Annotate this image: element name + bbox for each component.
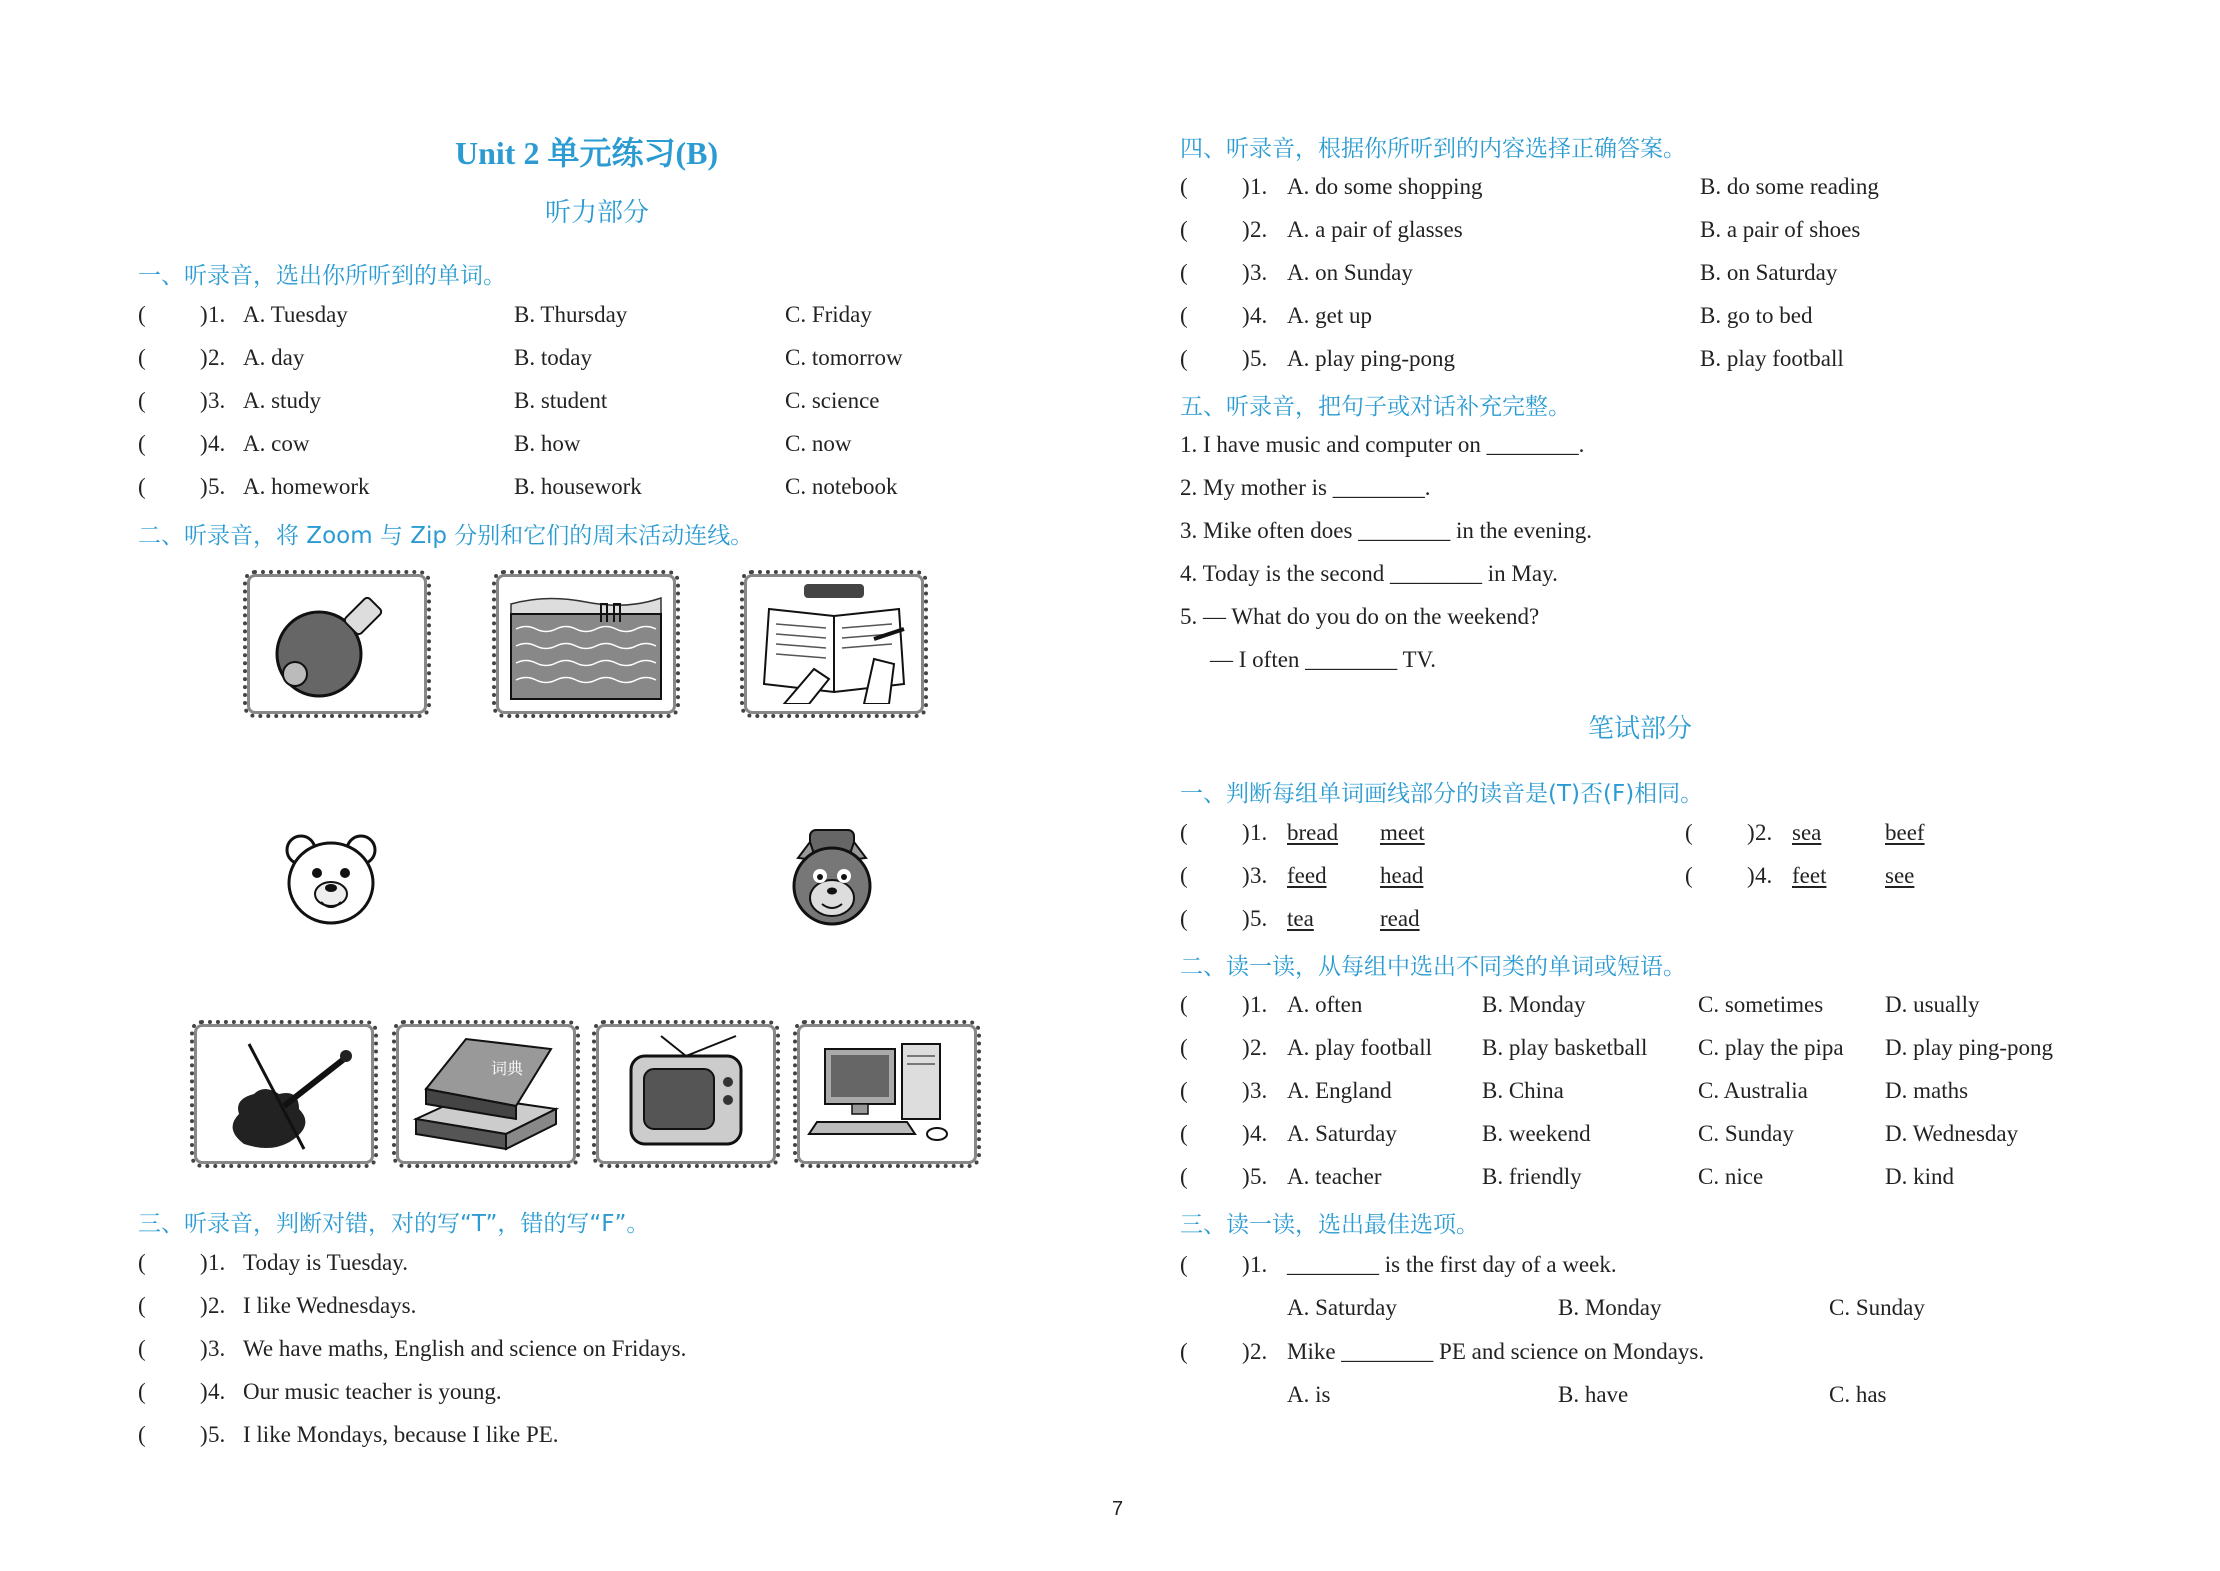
- option-d[interactable]: D. usually: [1885, 992, 1980, 1017]
- answer-blank-close-paren[interactable]: ): [200, 388, 208, 413]
- answer-blank-open-paren[interactable]: (: [1180, 217, 1188, 242]
- option-d[interactable]: D. Wednesday: [1885, 1121, 2019, 1146]
- option-b[interactable]: B. have: [1558, 1382, 1629, 1407]
- question-number: 4.: [1755, 863, 1773, 888]
- answer-blank-close-paren[interactable]: ): [200, 302, 208, 327]
- answer-blank-close-paren[interactable]: ): [200, 1379, 208, 1404]
- answer-blank-close-paren[interactable]: ): [200, 1293, 208, 1318]
- answer-blank-close-paren[interactable]: ): [1242, 906, 1250, 931]
- option-d[interactable]: D. maths: [1885, 1078, 1969, 1103]
- answer-blank-close-paren[interactable]: ): [1242, 1339, 1250, 1364]
- word-1: sea: [1792, 820, 1822, 845]
- word-1: bread: [1287, 820, 1339, 845]
- answer-blank-close-paren[interactable]: ): [1242, 346, 1250, 371]
- option-a[interactable]: A. often: [1287, 992, 1363, 1017]
- option-b[interactable]: B. Monday: [1558, 1295, 1662, 1320]
- word-1: feet: [1792, 863, 1827, 888]
- option-c[interactable]: C. notebook: [785, 474, 898, 499]
- written-1-heading: 一、判断每组单词画线部分的读音是(T)否(F)相同。: [1180, 781, 1704, 807]
- word-2: head: [1380, 863, 1424, 888]
- question-number: 2.: [1250, 217, 1268, 242]
- answer-blank-open-paren[interactable]: (: [138, 431, 146, 456]
- answer-blank-close-paren[interactable]: ): [200, 1422, 208, 1447]
- section-2-heading: 二、听录音，将 Zoom 与 Zip 分别和它们的周末活动连线。: [138, 523, 754, 549]
- answer-blank-open-paren[interactable]: (: [1180, 992, 1188, 1017]
- answer-blank-close-paren[interactable]: ): [1242, 1035, 1250, 1060]
- answer-blank-open-paren[interactable]: (: [1180, 1339, 1188, 1364]
- reading-book-picture[interactable]: [740, 570, 928, 718]
- option-a[interactable]: A. day: [243, 345, 305, 370]
- books-picture[interactable]: [392, 1020, 580, 1168]
- answer-blank-open-paren[interactable]: (: [1180, 1035, 1188, 1060]
- question-number: 5.: [208, 1422, 226, 1447]
- option-c[interactable]: C. tomorrow: [785, 345, 903, 370]
- answer-blank-open-paren[interactable]: (: [138, 1422, 146, 1447]
- fill-in-sentence[interactable]: — I often ________ TV.: [1210, 647, 1436, 672]
- section-1-heading: 一、听录音，选出你所听到的单词。: [138, 263, 506, 289]
- option-b[interactable]: B. go to bed: [1700, 303, 1813, 328]
- computer-picture[interactable]: [793, 1020, 981, 1168]
- question-number: 2.: [1250, 1035, 1268, 1060]
- option-c[interactable]: C. sometimes: [1698, 992, 1824, 1017]
- option-c[interactable]: C. play the pipa: [1698, 1035, 1844, 1060]
- option-a[interactable]: A. Saturday: [1287, 1295, 1397, 1320]
- option-b[interactable]: B. housework: [514, 474, 642, 499]
- option-c[interactable]: C. Friday: [785, 302, 872, 327]
- option-b[interactable]: B. weekend: [1482, 1121, 1591, 1146]
- swimming-pool-picture[interactable]: [492, 570, 680, 718]
- answer-blank-open-paren[interactable]: (: [1180, 906, 1188, 931]
- word-1: feed: [1287, 863, 1327, 888]
- option-a[interactable]: A. play football: [1287, 1035, 1432, 1060]
- question-number: 5.: [1250, 346, 1268, 371]
- option-a[interactable]: A. is: [1287, 1382, 1331, 1407]
- fill-in-sentence[interactable]: 4. Today is the second ________ in May.: [1180, 561, 1558, 586]
- statement-text: Our music teacher is young.: [243, 1379, 502, 1404]
- option-c[interactable]: C. has: [1829, 1382, 1887, 1407]
- question-text: ________ is the first day of a week.: [1287, 1252, 1617, 1277]
- answer-blank-close-paren[interactable]: ): [200, 474, 208, 499]
- word-2: meet: [1380, 820, 1425, 845]
- listening-heading: 听力部分: [545, 198, 650, 227]
- question-number: 5.: [208, 474, 226, 499]
- question-number: 3.: [208, 388, 226, 413]
- option-b[interactable]: B. play football: [1700, 346, 1844, 371]
- fill-in-sentence[interactable]: 2. My mother is ________.: [1180, 475, 1431, 500]
- answer-blank-open-paren[interactable]: (: [1180, 820, 1188, 845]
- answer-blank-open-paren[interactable]: (: [1180, 863, 1188, 888]
- question-number: 4.: [1250, 1121, 1268, 1146]
- option-b[interactable]: B. how: [514, 431, 581, 456]
- answer-blank-open-paren[interactable]: (: [138, 388, 146, 413]
- option-a[interactable]: A. Saturday: [1287, 1121, 1397, 1146]
- option-a[interactable]: A. study: [243, 388, 321, 413]
- answer-blank-close-paren[interactable]: ): [1747, 820, 1755, 845]
- word-2: beef: [1885, 820, 1925, 845]
- answer-blank-close-paren[interactable]: ): [1242, 217, 1250, 242]
- option-b[interactable]: B. friendly: [1482, 1164, 1582, 1189]
- question-number: 4.: [208, 1379, 226, 1404]
- option-b[interactable]: B. Monday: [1482, 992, 1586, 1017]
- option-b[interactable]: B. Thursday: [514, 302, 628, 327]
- written-3-heading: 三、读一读，选出最佳选项。: [1180, 1212, 1479, 1238]
- answer-blank-open-paren[interactable]: (: [138, 1250, 146, 1275]
- word-2: see: [1885, 863, 1915, 888]
- option-a[interactable]: A. on Sunday: [1287, 260, 1413, 285]
- written-heading: 笔试部分: [1588, 714, 1693, 743]
- answer-blank-close-paren[interactable]: ): [200, 431, 208, 456]
- option-b[interactable]: B. on Saturday: [1700, 260, 1838, 285]
- answer-blank-close-paren[interactable]: ): [1242, 174, 1250, 199]
- answer-blank-close-paren[interactable]: ): [1242, 260, 1250, 285]
- answer-blank-open-paren[interactable]: (: [1180, 1078, 1188, 1103]
- option-b[interactable]: B. student: [514, 388, 608, 413]
- question-number: 1.: [1250, 174, 1268, 199]
- fill-in-sentence[interactable]: 1. I have music and computer on ________.: [1180, 432, 1585, 457]
- question-number: 1.: [1250, 820, 1268, 845]
- section-3-heading: 三、听录音，判断对错，对的写“T”，错的写“F”。: [138, 1211, 650, 1237]
- question-number: 5.: [1250, 906, 1268, 931]
- answer-blank-open-paren[interactable]: (: [138, 1293, 146, 1318]
- answer-blank-close-paren[interactable]: ): [1242, 1078, 1250, 1103]
- answer-blank-open-paren[interactable]: (: [1180, 346, 1188, 371]
- question-number: 5.: [1250, 1164, 1268, 1189]
- statement-text: I like Mondays, because I like PE.: [243, 1422, 559, 1447]
- question-number: 3.: [1250, 260, 1268, 285]
- question-number: 2.: [1250, 1339, 1268, 1364]
- question-number: 3.: [1250, 1078, 1268, 1103]
- option-a[interactable]: A. cow: [243, 431, 310, 456]
- answer-blank-open-paren[interactable]: (: [1180, 260, 1188, 285]
- question-number: 1.: [1250, 1252, 1268, 1277]
- answer-blank-open-paren[interactable]: (: [138, 302, 146, 327]
- page-title: Unit 2 单元练习(B): [455, 135, 719, 171]
- option-b[interactable]: B. play basketball: [1482, 1035, 1648, 1060]
- option-c[interactable]: C. nice: [1698, 1164, 1764, 1189]
- written-2-heading: 二、读一读，从每组中选出不同类的单词或短语。: [1180, 954, 1686, 980]
- question-number: 1.: [208, 302, 226, 327]
- option-a[interactable]: A. homework: [243, 474, 370, 499]
- question-number: 3.: [208, 1336, 226, 1361]
- answer-blank-open-paren[interactable]: (: [1180, 1252, 1188, 1277]
- option-b[interactable]: B. China: [1482, 1078, 1564, 1103]
- answer-blank-close-paren[interactable]: ): [200, 345, 208, 370]
- option-c[interactable]: C. now: [785, 431, 852, 456]
- question-number: 2.: [208, 345, 226, 370]
- answer-blank-close-paren[interactable]: ): [1242, 303, 1250, 328]
- answer-blank-close-paren[interactable]: ): [200, 1336, 208, 1361]
- question-number: 2.: [208, 1293, 226, 1318]
- question-number: 4.: [1250, 303, 1268, 328]
- answer-blank-open-paren[interactable]: (: [1180, 1121, 1188, 1146]
- answer-blank-close-paren[interactable]: ): [1242, 1121, 1250, 1146]
- option-a[interactable]: A. Tuesday: [243, 302, 348, 327]
- answer-blank-close-paren[interactable]: ): [1242, 863, 1250, 888]
- zip-squirrel-character[interactable]: [790, 828, 874, 928]
- answer-blank-open-paren[interactable]: (: [138, 1336, 146, 1361]
- option-a[interactable]: A. play ping-pong: [1287, 346, 1456, 371]
- answer-blank-close-paren[interactable]: ): [200, 1250, 208, 1275]
- option-a[interactable]: A. teacher: [1287, 1164, 1382, 1189]
- question-number: 1.: [208, 1250, 226, 1275]
- answer-blank-open-paren[interactable]: (: [138, 1379, 146, 1404]
- answer-blank-close-paren[interactable]: ): [1747, 863, 1755, 888]
- zoom-bear-character[interactable]: [283, 828, 379, 928]
- fill-in-sentence[interactable]: 3. Mike often does ________ in the evening.: [1180, 518, 1593, 543]
- question-number: 1.: [1250, 992, 1268, 1017]
- question-number: 3.: [1250, 863, 1268, 888]
- answer-blank-open-paren[interactable]: (: [138, 345, 146, 370]
- ping-pong-paddle-picture[interactable]: [243, 570, 431, 718]
- answer-blank-open-paren[interactable]: (: [1180, 174, 1188, 199]
- option-a[interactable]: A. England: [1287, 1078, 1392, 1103]
- answer-blank-open-paren[interactable]: (: [138, 474, 146, 499]
- option-b[interactable]: B. do some reading: [1700, 174, 1879, 199]
- question-number: 4.: [208, 431, 226, 456]
- option-b[interactable]: B. a pair of shoes: [1700, 217, 1861, 242]
- violin-picture[interactable]: [190, 1020, 378, 1168]
- statement-text: I like Wednesdays.: [243, 1293, 417, 1318]
- option-a[interactable]: A. a pair of glasses: [1287, 217, 1463, 242]
- option-d[interactable]: D. kind: [1885, 1164, 1954, 1189]
- option-b[interactable]: B. today: [514, 345, 592, 370]
- option-c[interactable]: C. Sunday: [1829, 1295, 1925, 1320]
- answer-blank-open-paren[interactable]: (: [1180, 303, 1188, 328]
- word-1: tea: [1287, 906, 1314, 931]
- question-number: 2.: [1755, 820, 1773, 845]
- word-2: read: [1380, 906, 1420, 931]
- option-a[interactable]: A. get up: [1287, 303, 1372, 328]
- answer-blank-close-paren[interactable]: ): [1242, 992, 1250, 1017]
- svg-text:词典: 词典: [491, 1059, 524, 1078]
- question-text: Mike ________ PE and science on Mondays.: [1287, 1339, 1705, 1364]
- statement-text: Today is Tuesday.: [243, 1250, 408, 1275]
- answer-blank-close-paren[interactable]: ): [1242, 1164, 1250, 1189]
- page-number: 7: [1112, 1498, 1124, 1520]
- statement-text: We have maths, English and science on Fridays.: [243, 1336, 687, 1361]
- option-c[interactable]: C. science: [785, 388, 880, 413]
- option-a[interactable]: A. do some shopping: [1287, 174, 1483, 199]
- television-picture[interactable]: [592, 1020, 780, 1168]
- answer-blank-open-paren[interactable]: (: [1685, 820, 1693, 845]
- option-c[interactable]: C. Sunday: [1698, 1121, 1794, 1146]
- answer-blank-open-paren[interactable]: (: [1685, 863, 1693, 888]
- section-4-heading: 四、听录音，根据你所听到的内容选择正确答案。: [1180, 136, 1686, 162]
- fill-in-sentence[interactable]: 5. — What do you do on the weekend?: [1180, 604, 1540, 629]
- answer-blank-close-paren[interactable]: ): [1242, 1252, 1250, 1277]
- option-c[interactable]: C. Australia: [1698, 1078, 1808, 1103]
- answer-blank-open-paren[interactable]: (: [1180, 1164, 1188, 1189]
- option-d[interactable]: D. play ping-pong: [1885, 1035, 2054, 1060]
- section-5-heading: 五、听录音，把句子或对话补充完整。: [1180, 394, 1571, 420]
- answer-blank-close-paren[interactable]: ): [1242, 820, 1250, 845]
